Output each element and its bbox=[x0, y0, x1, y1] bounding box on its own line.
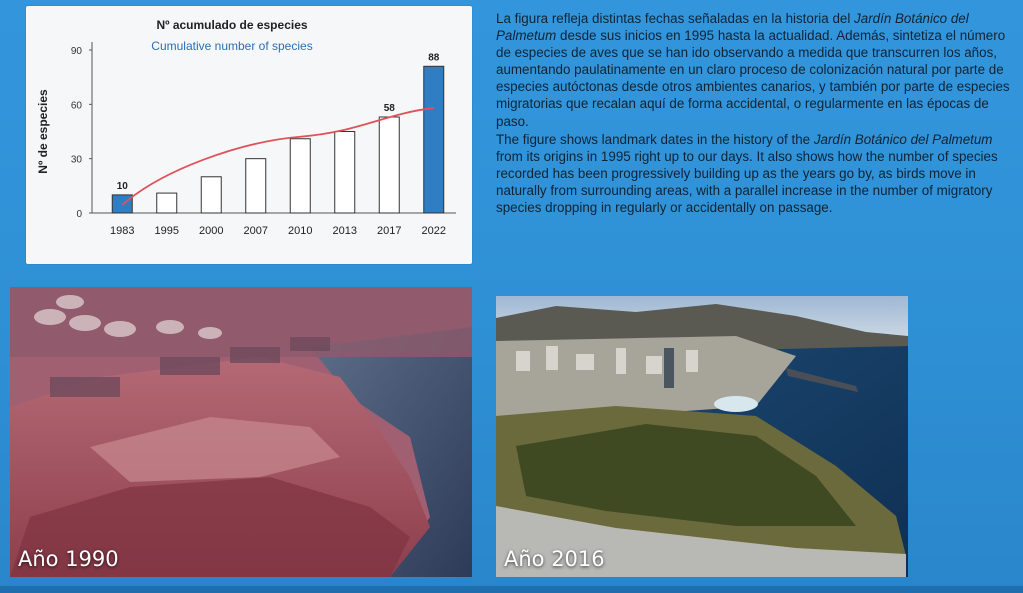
y-tick-label: 60 bbox=[70, 100, 82, 112]
bar-1995 bbox=[157, 193, 177, 213]
data-label-1983: 10 bbox=[116, 180, 128, 192]
y-tick-label: 0 bbox=[76, 209, 82, 220]
x-tick-label: 1983 bbox=[110, 225, 135, 237]
bar-2017 bbox=[379, 117, 399, 213]
description-es-text: La figura refleja distintas fechas señaladas en la historia del bbox=[496, 11, 855, 26]
description-en-italic: Jardín Botánico del Palmetum bbox=[813, 131, 993, 147]
y-axis-label: Nº de especies bbox=[36, 89, 50, 174]
bottom-bar bbox=[0, 586, 1023, 593]
data-label-2022: 88 bbox=[428, 52, 440, 64]
aerial-photo-1990 bbox=[10, 287, 472, 577]
x-tick-label: 2007 bbox=[243, 225, 268, 237]
description-en-text: The figure shows landmark dates in the history of the bbox=[496, 131, 814, 147]
bar-2022 bbox=[424, 66, 444, 213]
x-tick-label: 2022 bbox=[421, 225, 446, 237]
photo-2016 bbox=[496, 296, 908, 577]
description-es-italic: Jardín Botánico del Palmetum bbox=[496, 11, 969, 44]
photo-caption-2016: Año 2016 bbox=[504, 547, 605, 571]
aerial-photo-2016 bbox=[496, 296, 908, 577]
chart-title: Nº acumulado de especies bbox=[156, 18, 308, 32]
bar-2013 bbox=[335, 132, 355, 214]
y-tick-label: 30 bbox=[70, 154, 82, 166]
description-english bbox=[496, 131, 1016, 216]
data-label-2017: 58 bbox=[383, 103, 395, 115]
photo-1990 bbox=[10, 287, 472, 577]
x-tick-label: 2000 bbox=[199, 225, 224, 237]
description-text bbox=[496, 10, 1016, 216]
x-tick-label: 2017 bbox=[377, 225, 402, 237]
chart-subtitle: Cumulative number of species bbox=[151, 39, 313, 53]
description-en-text: from its origins in 1995 right up to our days. It also shows how the number of species recorded has been progressively building up as the years go by, as birds move in naturally from surrounding areas, with a parallel increase in the number of migratory species dropping in regularly or accidentally on passage. bbox=[496, 148, 998, 216]
y-tick-label: 90 bbox=[70, 46, 82, 57]
photo-caption-1990: Año 1990 bbox=[18, 547, 119, 571]
bar-2007 bbox=[246, 159, 266, 213]
species-chart-card bbox=[26, 6, 472, 264]
x-tick-label: 2010 bbox=[288, 225, 313, 237]
description-spanish bbox=[496, 10, 1016, 130]
x-tick-label: 2013 bbox=[332, 225, 357, 237]
bar-2000 bbox=[201, 177, 221, 213]
x-tick-label: 1995 bbox=[154, 225, 179, 237]
description-es-text: desde sus inicios en 1995 hasta la actualidad. Además, sintetiza el número de especies de aves que se han ido observando a medida que transcurren los años, aumentando paulatinamente en un claro proceso de colonización natural por parte de especies autóctonas desde otros ambientes canarios, y también por parte de especies migratorias que recalan aquí de forma accidental, o regularmente en las épocas de paso. bbox=[496, 28, 1010, 129]
bar-2010 bbox=[290, 139, 310, 213]
